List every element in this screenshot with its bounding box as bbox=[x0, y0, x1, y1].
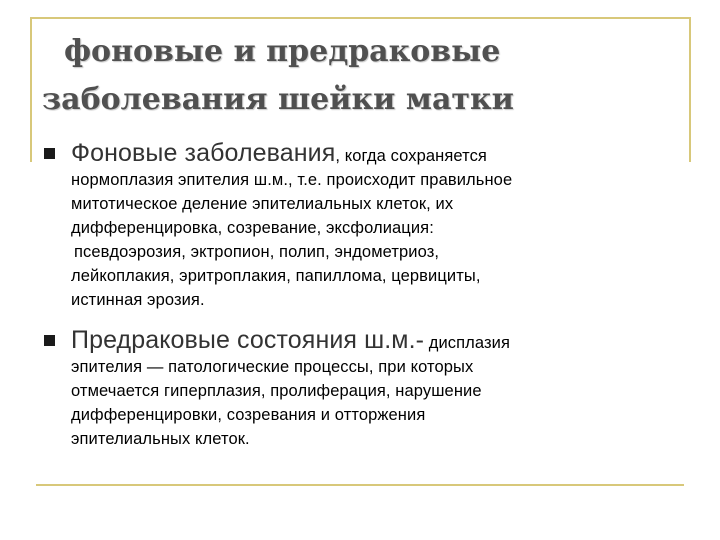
title-line-1: фоновые и предраковые bbox=[64, 34, 501, 69]
bullet-line: отмечается гиперплазия, пролиферация, нарушение bbox=[71, 382, 482, 400]
bullet-line: истинная эрозия. bbox=[71, 291, 205, 309]
bullet-background-diseases bbox=[44, 138, 684, 312]
bullet-first-tail: , когда сохраняется bbox=[335, 147, 487, 165]
bullet-lead: Фоновые заболевания bbox=[71, 139, 336, 167]
bullet-line: лейкоплакия, эритроплакия, папиллома, цервициты, bbox=[71, 267, 481, 285]
frame-right-line bbox=[689, 17, 691, 162]
bullet-line: нормоплазия эпителия ш.м., т.е. происходит правильное bbox=[71, 171, 513, 189]
frame-bottom-line bbox=[36, 484, 684, 486]
bullet-text bbox=[71, 138, 684, 312]
title-line-2: заболевания шейки матки bbox=[42, 82, 514, 117]
bullet-first-tail: дисплазия bbox=[424, 334, 511, 352]
bullet-line: эпителия — патологические процессы, при которых bbox=[71, 358, 474, 376]
bullet-lead: Предраковые состояния ш.м.- bbox=[71, 326, 425, 354]
square-bullet-icon bbox=[44, 148, 55, 159]
bullet-precancerous-states bbox=[44, 325, 684, 451]
bullet-text bbox=[71, 325, 684, 451]
slide-title bbox=[42, 28, 682, 124]
bullet-line: дифференцировка, созревание, эксфолиация: bbox=[71, 219, 434, 237]
frame-top-line bbox=[30, 17, 691, 19]
bullet-line: митотическое деление эпителиальных клеток, их bbox=[71, 195, 454, 213]
bullet-line: псевдоэрозия, эктропион, полип, эндометриоз, bbox=[74, 243, 440, 261]
frame-left-line bbox=[30, 17, 32, 162]
square-bullet-icon bbox=[44, 335, 55, 346]
bullet-line: эпителиальных клеток. bbox=[71, 430, 250, 448]
bullet-line: дифференцировки, созревания и отторжения bbox=[71, 406, 426, 424]
